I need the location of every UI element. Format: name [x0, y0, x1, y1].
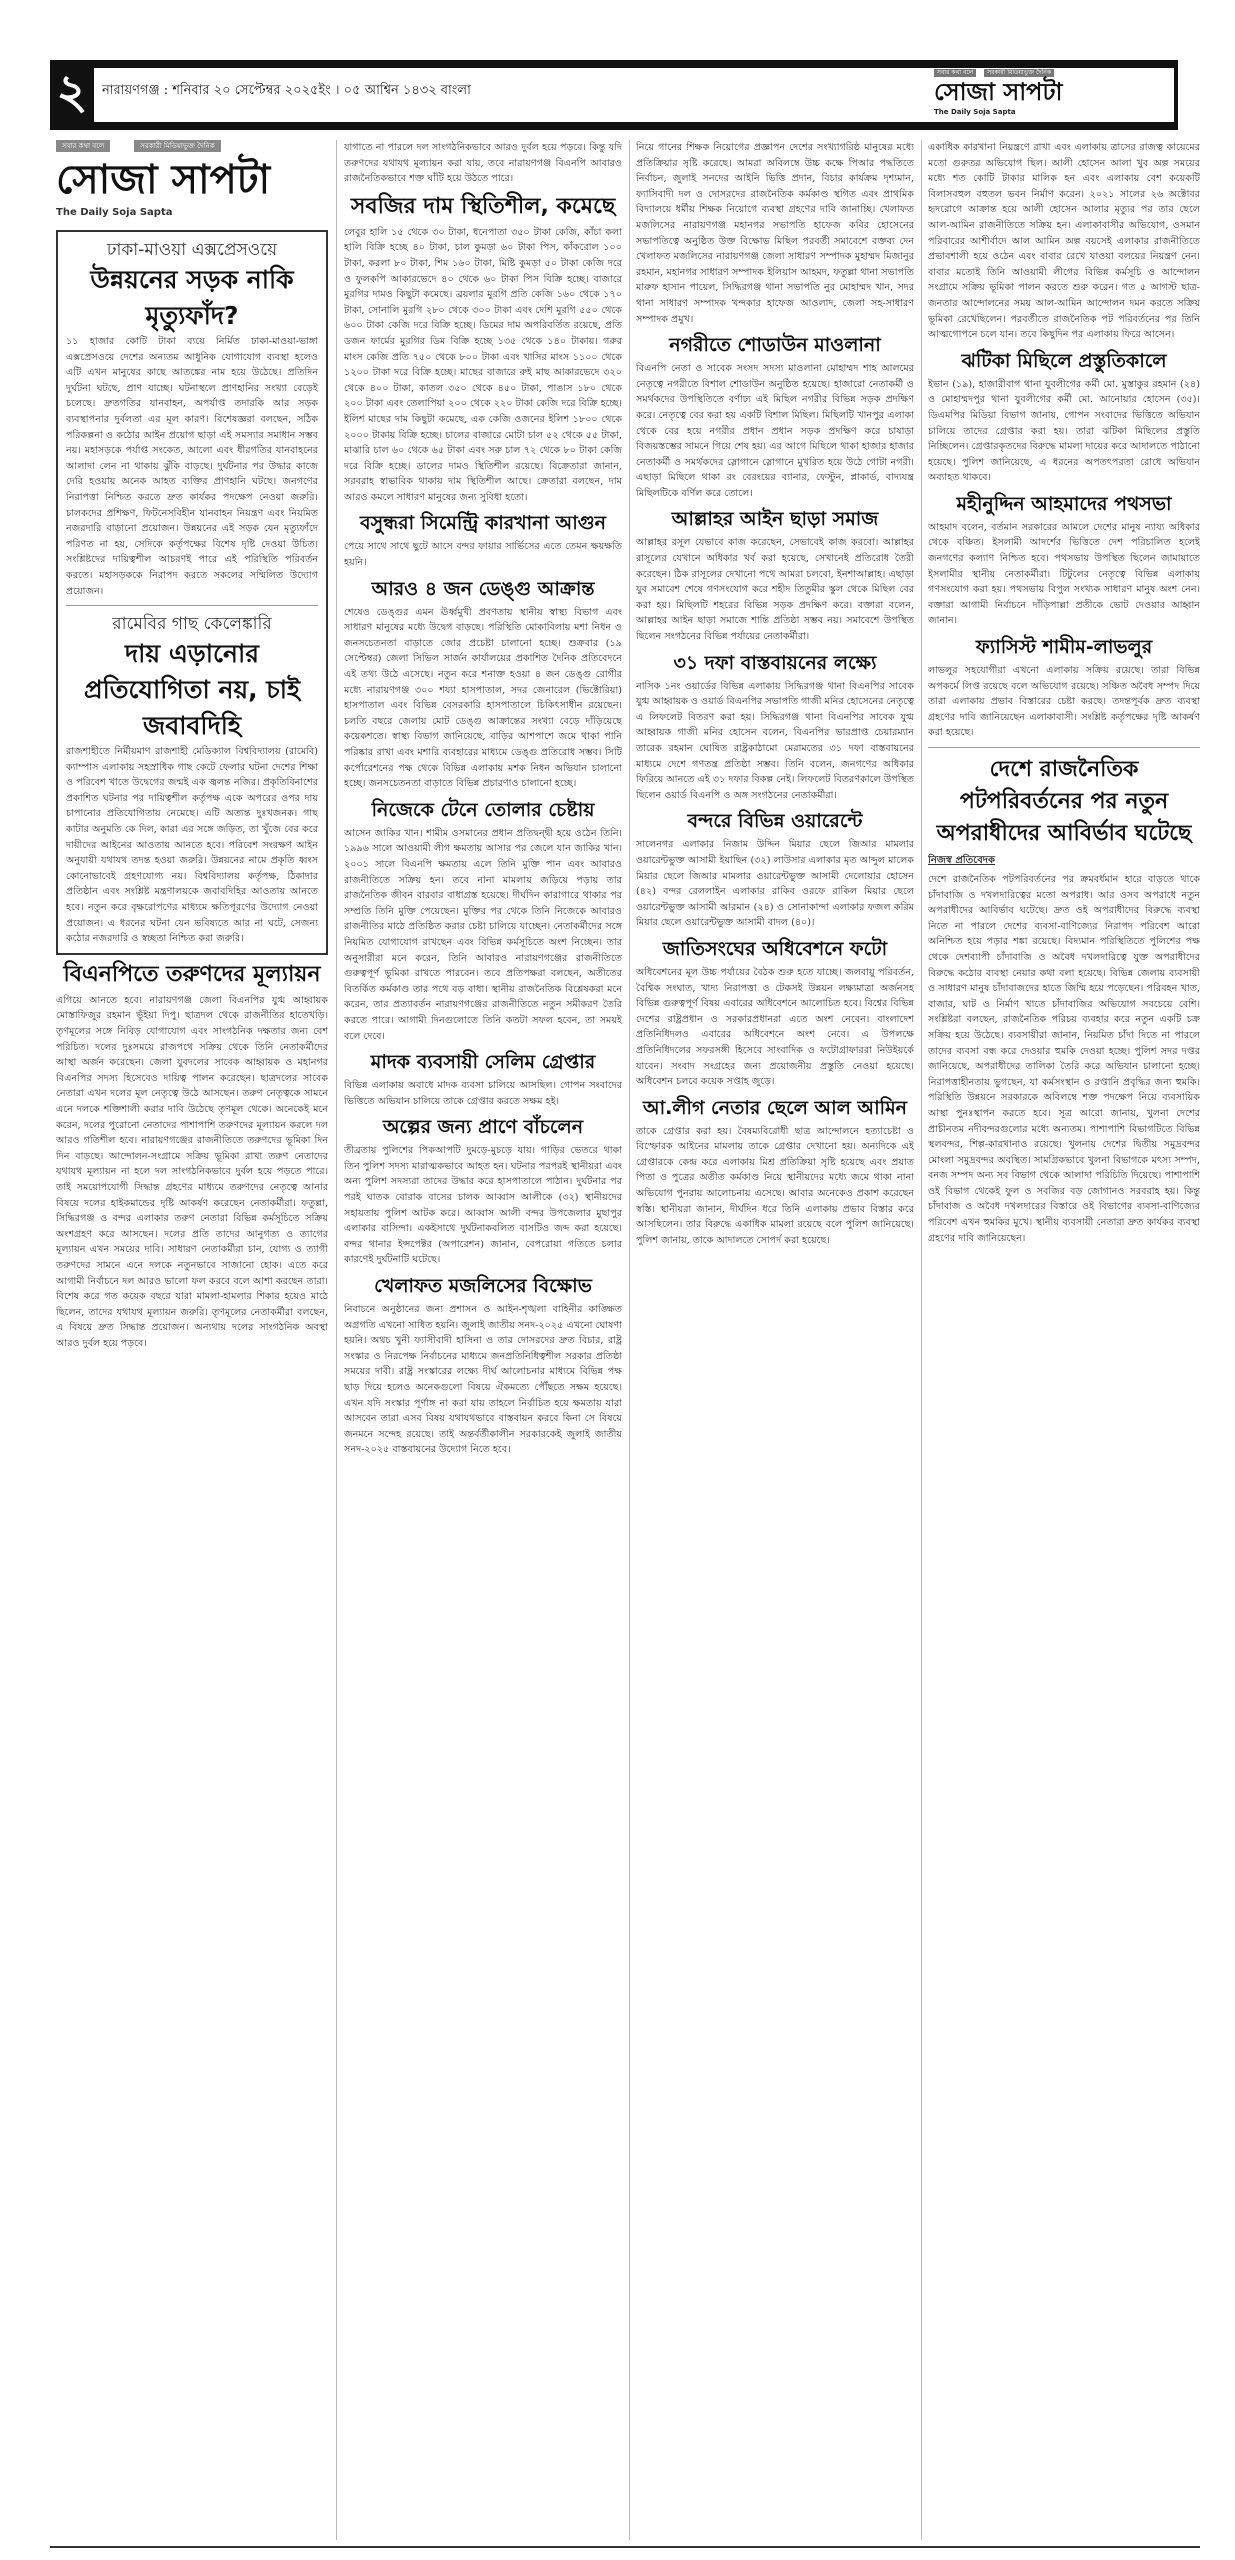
story-body: তীব্রতায় পুলিশের পিকআপটি দুমড়ে-মুচড়ে যায়। গাড়ির ভেতরে থাকা তিন পুলিশ সদস্য মারাত্মকভাবে আহত হন। ঘটনার পরপরই স্থানীয়রা এবং অন্য পুলিশ সদস্যরা তাদের উদ্ধার করে হাসপাতালে পাঠান। দুর্ঘটনার পর পরই ঘাতক বোরাক বাসের চালক আব্বাস আলীকে (৩২) স্থানীয়দের সহায়তায় পুলিশ আটক করে। আব্বাস আলী বন্দর উপজেলার মুছাপুর এলাকার বাসিন্দা। একইসাথে দুর্ঘটনাকবলিত বাসটিও জব্দ করা হয়েছে। বন্দর থানার ইন্সপেক্টর (অপারেশন) জানান, বেপরোয়া গতিতে চলার কারণেই দুর্ঘটনাটি ঘটেছে। — [344, 1145, 622, 1266]
story-headline[interactable]: মাদক ব্যবসায়ী সেলিম গ্রেপ্তার — [370, 1051, 596, 1074]
logo-english: The Daily Soja Sapta — [56, 207, 173, 218]
editorial-box — [56, 230, 328, 955]
story-headline[interactable]: আল্লাহর আইন ছাড়া সমাজ — [671, 508, 879, 531]
dateline: নারায়ণগঞ্জ : শনিবার ২০ সেপ্টেম্বর ২০২৫ইং । ০৫ আশ্বিন ১৪৩২ বাংলা — [102, 83, 471, 98]
column-divider — [629, 140, 630, 2540]
story-headline[interactable]: ঝটিকা মিছিলে প্রস্তুতিকালে — [961, 349, 1167, 372]
story-continuation: নিয়ে গানের শিক্ষক নিয়োগের প্রজ্ঞাপন দেশের সংখ্যাগরিষ্ঠ মানুষের মধ্যে প্রতিক্রিয়ার সৃষ্টি করেছে। আমরা অবিলম্বে উচ্চ কক্ষে পিআর পদ্ধতিতে নির্বাচন, জুলাই সনদের আইনি ভিত্তি প্রদান, বিচার কার্যক্রম দৃশ্যমান, ফ্যাসিবাদী দল ও দোসরদের রাজনৈতিক কর্মকাণ্ড স্থগিত এবং প্রাথমিক বিদ্যালয়ে ধর্মীয় শিক্ষক নিয়োগে ব্যবস্থা গ্রহণের দাবি জানাচ্ছি। খেলাফত মজলিসের নারায়ণগঞ্জ মহানগর সভাপতি হাফেজ কবির হোসেনের সভাপতিত্বে অনুষ্ঠিত উক্ত বিক্ষোভ মিছিল পরবর্তী সমাবেশে বক্তব্য দেন খেলাফত মজলিসের নারায়ণগঞ্জ জেলা সাধারণ সম্পাদক মুহাম্মদ মিজানুর রহমান, মহানগর সাধারণ সম্পাদক ইলিয়াস আহমদ, ফতুল্লা থানা সভাপতি মারুফ হাসান পায়েল, সিদ্ধিরগঞ্জ থানা সভাপতি নুর মোহাম্মদ খান, সদর থানা সাধারণ সম্পাদক খন্দকার হাফেজ আওলাদ, জেলা সহ-সাধারণ সম্পাদক প্রমুখ। — [636, 142, 914, 325]
page-number: ২ — [56, 63, 88, 120]
logo-name: সোজা সাপটা — [56, 156, 271, 203]
story-headline[interactable]: বিএনপিতে তরুণদের মূল্যায়ন — [63, 961, 321, 987]
logo-tag-left: সবার কথা বলে — [934, 69, 976, 77]
story-body: লেবুর হালি ১৫ থেকে ৩০ টাকা, ধনেপাতা ৩৫০ টাকা কেজি, কাঁচা কলা হালি বিক্রি হচ্ছে ৪০ টাকা, চাল কুমড়া ৬০ টাকা পিস, কাঁকরোল ১০০ টাকা, করলা ৮০ টাকা, শিম ১৬০ টাকা, মিষ্টি কুমড়া ৫০ টাকা কেজি দরে ও ফুলকপি আকারভেদে ৪০ থেকে ৬০ টাকা পিস বিক্রি হচ্ছে। বাজারে মুরগির দামও কিছুটা কমেছে। ব্রয়লার মুরগি প্রতি কেজি ১৬০ থেকে ১৭০ টাকা, সোনালি মুরগি ২৮০ থেকে ৩০০ টাকা এবং দেশি মুরগি ৫৫০ থেকে ৬০০ টাকা কেজি দরে বিক্রি হচ্ছে। ডিমের দাম অপরিবর্তিত রয়েছে, প্রতি ডজন ফার্মের মুরগির ডিম বিক্রি হচ্ছে ১৩৫ থেকে ১৪০ টাকায়। গরুর মাংস কেজি প্রতি ৭৫০ থেকে ৮০০ টাকা এবং খাসির মাংস ১১০০ থেকে ১২০০ টাকা দরে বিক্রি হচ্ছে। মাছের বাজারে রুই মাছ আকারভেদে ৩২০ থেকে ৪০০ টাকা, কাতল ৩৫০ থেকে ৪৫০ টাকা, পাঙাস ১৮০ থেকে ২০০ টাকা এবং তেলাপিয়া ২০০ থেকে ২২০ টাকা কেজি দরে বিক্রি হচ্ছে। ইলিশ মাছের দাম কিছুটা কমেছে, এক কেজি ওজনের ইলিশ ১৮০০ থেকে ২০০০ টাকায় বিক্রি হচ্ছে। চালের বাজারে মোটা চাল ৫২ থেকে ৫৫ টাকা, মাঝারি চাল ৬০ থেকে ৬৫ টাকা এবং সরু চাল ৭২ থেকে ৮০ টাকা কেজি দরে বিক্রি হচ্ছে। ডালের দামও স্থিতিশীল রয়েছে। বিক্রেতারা জানান, সরবরাহ স্বাভাবিক থাকায় দাম স্থিতিশীল আছে। ক্রেতারা বলছেন, দাম আরও কমলে সাধারণ মানুষের জন্য সুবিধা হতো। — [344, 226, 622, 503]
divider — [928, 747, 1200, 748]
story-headline[interactable]: নগরীতে শোডাউন মাওলানা — [669, 334, 881, 357]
story-body: পেয়ে সাথে সাথে ছুটে আসে বন্দর ফায়ার সার্ভিসের এতে তেমন ক্ষয়ক্ষতি হয়নি। — [344, 541, 622, 569]
story-body: বিভিন্ন এলাকায় অবাধে মাদক ব্যবসা চালিয়ে আসছিল। গোপন সংবাদের ভিত্তিতে অভিযান চালিয়ে তাকে গ্রেপ্তার করতে সক্ষম হই। — [344, 1080, 622, 1107]
story-body: নাসিক ১নং ওয়ার্ডের বিভিন্ন এলাকায় সিদ্ধিরগঞ্জ থানা বিএনপির সাবেক যুগ্ম আহ্বায়ক ও ওয়ার্ড বিএনপির সভাপতি গাজী মনির হোসেনের নেতৃত্বে এ লিফলেট বিতরণ করা হয়। সিদ্ধিরগঞ্জ থানা বিএনপির সাবেক যুগ্ম আহ্বায়ক গাজী মনির হোসেন বলেন, বিএনপির ভারপ্রাপ্ত চেয়ারম্যান তারেক রহমান ঘোষিত রাষ্ট্রকাঠামো মেরামতের ৩১ দফা বাস্তবায়নের মাধ্যমে দেশে গণতন্ত্র প্রতিষ্ঠা সম্ভব। তিনি বলেন, জনগণের অধিকার ফিরিয়ে আনতে এই ৩১ দফার বিকল্প নেই। লিফলেট বিতরণকালে উপস্থিত ছিলেন ওয়ার্ড বিএনপি ও অঙ্গ সংগঠনের নেতাকর্মীরা। — [636, 680, 914, 801]
column-2 — [344, 140, 622, 2540]
story-body: বিএনপি নেতা ও সাবেক সংসদ সদস্য মাওলানা মোহাম্মদ শাহ আলমের নেতৃত্বে নগরীতে বিশাল শোডাউন অনুষ্ঠিত হয়েছে। হাজারো নেতাকর্মী ও সমর্থকদের উপস্থিতিতে বর্ণাঢ্য এই মিছিল নগরীর বিভিন্ন সড়ক প্রদক্ষিণ করে। নেতৃত্বে বের করা হয় একটি বিশাল মিছিল। মিছিলটি খানপুর এলাকা থেকে বের হয়ে নগরীর প্রধান প্রধান সড়ক প্রদক্ষিণ করে চাষাড়া বিজয়স্তম্ভের সামনে গিয়ে শেষ হয়। এর আগে মিছিলে থাকা হাজার হাজার নেতাকর্মী ও সমর্থকদের স্লোগানে স্লোগানে মুখরিত হয়ে উঠে গোটা নগরী। এছাড়া মিছিলে থাকা রং বেরংয়ের ব্যানার, ফেস্টুন, প্লাকার্ড, বাদ্যযন্ত্র মিছিলটিকে বর্ণিল করে তোলে। — [636, 363, 914, 499]
story-body: আসেন জাকির খান। শামীম ওসমানের প্রধান প্রতিদ্বন্দ্বী হয়ে ওঠেন তিনি। ১৯৯৬ সালে আওয়ামী লীগ ক্ষমতায় আসার পর জেলে যান জাকির খান। ২০০১ সালে বিএনপি ক্ষমতায় এলে তিনি মুক্তি পান এবং আবারও রাজনীতিতে সক্রিয় হন। তবে নানা মামলায় জড়িয়ে পড়ায় তার রাজনৈতিক জীবন বারবার বাধাগ্রস্ত হয়েছে। দীর্ঘদিন কারাগারে থাকার পর সম্প্রতি তিনি মুক্তি পেয়েছেন। মুক্তির পর থেকে তিনি নিজেকে আবারও রাজনীতির মাঠে প্রতিষ্ঠিত করার চেষ্টা চালিয়ে যাচ্ছেন। নেতাকর্মীদের সঙ্গে নিয়মিত যোগাযোগ রাখছেন এবং বিভিন্ন কর্মসূচিতে অংশ নিচ্ছেন। তার অনুসারীরা মনে করেন, তিনি আবারও নারায়ণগঞ্জের রাজনীতিতে গুরুত্বপূর্ণ ভূমিকা রাখতে পারবেন। তবে প্রতিপক্ষরা বলছেন, অতীতের বিতর্কিত কর্মকাণ্ড তার পথে বড় বাধা। স্থানীয় রাজনৈতিক বিশ্লেষকরা মনে করেন, তার প্রত্যাবর্তন নারায়ণগঞ্জের রাজনীতিতে নতুন সমীকরণ তৈরি করতে পারে। আগামী দিনগুলোতে তিনি কতটা সফল হবেন, তা সময়ই বলে দেবে। — [344, 827, 622, 1042]
story-headline[interactable]: দেশে রাজনৈতিক পটপরিবর্তনের পর নতুন অপরাধীদের আবির্ভাব ঘটেছে — [936, 757, 1192, 846]
column-divider — [336, 140, 337, 2540]
story-body: লাভলুর সহযোগীরা এখনো এলাকায় সক্রিয় রয়েছে। তারা বিভিন্ন অপকর্মে লিপ্ত রয়েছে বলে অভিযোগ রয়েছে। সঞ্চিত অবৈধ সম্পদ দিয়ে তারা এলাকায় প্রভাব বিস্তারের চেষ্টা করছে। তদন্তপূর্বক দ্রুত ব্যবস্থা গ্রহণের দাবি জানিয়েছেন এলাকাবাসী। সংশ্লিষ্ট কর্তৃপক্ষের দৃষ্টি আকর্ষণ করা হয়েছে। — [928, 665, 1200, 739]
story-headline[interactable]: আরও ৪ জন ডেঙ্গু আক্রান্ত — [371, 577, 595, 600]
logo-english: The Daily Soja Sapta — [934, 108, 1016, 116]
story-headline[interactable]: বসুন্ধরা সিমেন্ট্রি কারখানা আগুন — [360, 512, 606, 535]
divider — [66, 605, 318, 606]
story-body: আল্লাহর রসূল যেভাবে কাজ করেছেন, সেভাবেই কাজ করবো। আল্লাহর রাসূলের যেখানে অধিকার খর্ব করা হয়েছে, সেখানেই প্রতিরোধ তৈরী করেছেন। ঠিক রাসূলের দেখানো পথে আমরা চলবো, ইনশাআল্লাহ। এছাড়া যুব সমাবেশ শেষে গণসংযোগ করে শহীদ তিতুমীর স্কুল থেকে মিছিল বের করা হয়। মিছিলটি শহরের বিভিন্ন সড়ক প্রদক্ষিণ করে। বক্তারা বলেন, আল্লাহর আইন ছাড়া সমাজে শান্তি প্রতিষ্ঠা সম্ভব নয়। সমাবেশে উপস্থিত ছিলেন সংগঠনের বিভিন্ন পর্যায়ের নেতাকর্মীরা। — [636, 537, 914, 643]
story-body: সালেনগর এলাকার নিজাম উদ্দিন মিয়ার ছেলে জিআর মামলার ওয়ারেন্টভুক্ত আসামী ইয়াছিন (৩২) লাউসার এলাকার মৃত আব্দুল মালেক মিয়ার ছেলে জিআর মামলার ওয়ারেন্টভুক্ত আসামী দেলোয়ার হোসেন (৪২) বন্দর রেললাইন এলাকার রাকিব ওরফে রাকিল মিয়ার ছেলে ওয়ারেন্টভুক্ত আসামী আরমান (২৪) ও সোনাকান্দা এলাকার ফজল করিম মিয়ার ছেলে ওয়ারেন্টভুক্ত আসামী বাদল (৪০)। — [636, 839, 914, 929]
story-body: রাজশাহীতে নির্মীয়মাণ রাজশাহী মেডিক্যাল বিশ্ববিদ্যালয় (রামেবি) ক্যাম্পাস এলাকায় সহস্রাধিক গাছ কেটে ফেলার ঘটনা দেশের শিক্ষা ও পরিবেশ খাতে উদ্বেগের জন্মই এক জ্বলন্ত নজির। প্রকৃতিবিনাশের প্রকাশিত ঘটনার পর দায়িত্বশীল কর্তৃপক্ষ একে অপরের ওপর দায় চাপানোর প্রতিযোগিতায় নেমেছে। এটি অত্যন্ত দুঃখজনক। গাছ কাটার অনুমতি কে দিল, কারা এর সঙ্গে জড়িত, তা খুঁজে বের করে দায়ীদের আইনের আওতায় আনতে হবে। পরিবেশ সংরক্ষণ আইন অনুযায়ী যথাযথ তদন্ত হওয়া জরুরি। উন্নয়নের নামে প্রকৃতি ধ্বংস কোনোভাবেই গ্রহণযোগ্য নয়। বিশ্ববিদ্যালয় কর্তৃপক্ষ, ঠিকাদার প্রতিষ্ঠান এবং সংশ্লিষ্ট মন্ত্রণালয়কে জবাবদিহির আওতায় আনতে হবে। নতুন করে বৃক্ষরোপণের মাধ্যমে ক্ষতিপূরণের উদ্যোগ নেওয়া প্রয়োজন। এ ধরনের ঘটনা যেন ভবিষ্যতে আর না ঘটে, সেজন্য কঠোর নজরদারি ও স্বচ্ছতা নিশ্চিত করা জরুরি। — [66, 746, 318, 945]
page-bottom-rule — [50, 2546, 1200, 2548]
column-1 — [56, 140, 328, 2540]
story-headline[interactable]: ৩১ দফা বাস্তবায়নের লক্ষ্যে — [673, 651, 877, 674]
masthead-logo — [934, 69, 1164, 121]
story-body: নিবাচনে অনুষ্ঠানের জন্য প্রশাসন ও আইন-শৃঙ্খলা বাহিনীর কাঙ্ক্ষিত অগ্রগতি এখনো সাধিত হয়নি। জুলাই জাতীয় সনদ-২০২৫ এখনো ঘোষণা হয়নি। অথচ খুনী ফ্যাসীবাদী হাসিনা ও তার দোসরদের দ্রুত বিচার, রাষ্ট্র সংস্কার ও নিরপেক্ষ নির্বাচনের মাধ্যমে জনপ্রতিনিধিত্বশীল সরকার প্রতিষ্ঠা সময়ের দাবী। রাষ্ট্র সংস্কারের লক্ষ্যে দীর্ঘ আলোচনার মাধ্যমে বিভিন্ন পক্ষ ছাড় দিয়ে হলেও অনেকগুলো বিষয়ে ঐকমত্যে পৌঁছতে সক্ষম হয়েছে। এখন যদি সংস্কার পূর্ণাঙ্গ না করা যায় তাহলে নির্বাচিত হয়ে ক্ষমতায় যারা আসবেন তারা এসব বিষয় যথাযথভাবে বাস্তবায়ন করবে কিনা সে বিষয়ে জনমনে সন্দেহ রয়েছে। তাই অন্তর্বর্তীকালীন সরকারকেই জুলাই জাতীয় সনদ-২০২৫ বাস্তবায়নের উদ্যোগ নিতে হবে। — [344, 1304, 622, 1456]
story-body: ১১ হাজার কোটি টাকা ব্যয়ে নির্মিত ঢাকা-মাওয়া-ভাঙ্গা এক্সপ্রেসওয়ে দেশের অন্যতম আধুনিক যোগাযোগ ব্যবস্থা হলেও এটি এখন মানুষের কাছে আতঙ্কের নাম হয়ে উঠেছে। প্রতিদিন দুর্ঘটনা ঘটছে, প্রাণ যাচ্ছে। ঘটনাস্থলে প্রাণহানির সংখ্যা বেড়েই চলেছে। দ্রুতগতির যানবাহন, অপর্যাপ্ত তদারকি আর সড়ক ব্যবস্থাপনার দুর্বলতা এর মূল কারণ। বিশেষজ্ঞরা বলছেন, সঠিক পরিকল্পনা ও কঠোর আইন প্রয়োগ ছাড়া এই সমস্যার সমাধান সম্ভব নয়। মহাসড়কে পর্যাপ্ত সংকেত, আলো এবং ধীরগতির যানবাহনের আলাদা লেন না থাকায় ঝুঁকি বাড়ছে। দুর্ঘটনার পর উদ্ধার কাজে দেরি হওয়ায় অনেক আহত ব্যক্তির প্রাণহানি ঘটছে। জনগণের নিরাপত্তা নিশ্চিত করতে দ্রুত কার্যকর পদক্ষেপ নেওয়া জরুরি। চালকদের প্রশিক্ষণ, ফিটনেসবিহীন যানবাহন নিয়ন্ত্রণ এবং নিয়মিত নজরদারি বাড়ানো প্রয়োজন। উন্নয়নের এই সড়ক যেন মৃত্যুফাঁদে পরিণত না হয়, সেদিকে কর্তৃপক্ষের বিশেষ দৃষ্টি দেওয়া উচিত। সংশ্লিষ্টদের দায়িত্বশীল আচরণই পারে এই পরিস্থিতি পরিবর্তন করতে। মহাসড়ককে নিরাপদ করতে সকলের সম্মিলিত উদ্যোগ প্রয়োজন। — [66, 336, 318, 597]
story-continuation: একাধিক কারখানা নিয়ন্ত্রণে রাখা এবং এলাকায় ত্রাসের রাজত্ব কায়েমের মতো গুরুতর অভিযোগ ছিল। আলী হোসেন আলা খুব অল্প সময়ের মধ্যে শত কোটি টাকার মালিক হন এবং এলাকায় বেশ কয়েকটি বিলাসবহুল বহুতল ভবন নির্মাণ করেন। ২০২১ সালের ২৬ অক্টোবর হৃদরোগে আক্রান্ত হয়ে আলী হোসেন আলার মৃত্যুর পর তার ছেলে আল-আমিন রাজনীতিতে সক্রিয় হন। এলাকাবাসীর অভিযোগ, ওসমান পরিবারের আশীর্বাদে আল আমিন অল্প বয়সেই এলাকার রাজনীতিতে প্রভাবশালী হয়ে ওঠেন এবং বাবার রেখে যাওয়া বলয়ের নিয়ন্ত্রণ নেন। বাবার মতোই তিনি আওয়ামী লীগের বিভিন্ন কর্মসূচি ও আন্দোলন সংগ্রামে সক্রিয় ভূমিকা পালন করতে শুরু করেন। গত ৫ আগস্ট ছাত্র-জনতার আন্দোলনের সময় আল-আমিন আন্দোলন দমন করতে সক্রিয় ভূমিকা রেখেছিলেন। পরবর্তীতে রাজনৈতিক পট পরিবর্তনের পর তিনি আত্মগোপনে চলে যান। তবে কিছুদিন পর এলাকায় ফিরে আসেন। — [928, 142, 1200, 341]
logo-name: সোজা সাপটা — [934, 77, 1063, 106]
story-headline[interactable]: মহীনুদ্দিন আহমাদের পথসভা — [956, 492, 1172, 515]
story-headline[interactable]: উন্নয়নের সড়ক নাকি মৃত্যুফাঁদ? — [90, 265, 294, 330]
story-headline[interactable]: অল্পের জন্য প্রাণে বাঁচলেন — [382, 1116, 584, 1139]
column-divider — [921, 140, 922, 2540]
logo-tag-right: সরকারী মিডিয়াভুক্ত দৈনিক — [984, 69, 1054, 77]
page-masthead — [50, 60, 1178, 130]
story-continuation: যাগাতে না পারলে দল সাংগঠনিকভাবে আরও দুর্বল হয়ে পড়বে। কিন্তু যদি তরুণদের যথাযথ মূল্যায়ন করা যায়, তবে নারায়ণগঞ্জ বিএনপি আবারও রাজনৈতিকভাবে শক্ত ঘাঁটি হয়ে উঠতে পারে। — [344, 142, 622, 185]
story-headline[interactable]: দায় এড়ানোর প্রতিযোগিতা নয়, চাই জবাবদিহি — [83, 639, 301, 741]
column-4 — [928, 140, 1200, 2540]
story-body: এগিয়ে আনতে হবে। নারায়ণগঞ্জ জেলা বিএনপির যুগ্ম আহ্বায়ক মোস্তাফিজুর রহমান ভূঁইয়া দিপু। ছাত্রদল থেকে রাজনীতির হাতেখড়ি। তৃণমূলের সঙ্গে নিবিড় যোগাযোগ এবং সাংগঠনিক দক্ষতার জন্য বেশ পরিচিত। দলের দুঃসময়ে রাজপথে সক্রিয় থেকে তিনি নেতাকর্মীদের আস্থা অর্জন করেছেন। জেলা যুবদলের সাবেক আহ্বায়ক ও মহানগর বিএনপির সদস্য হিসেবেও দায়িত্ব পালন করেছেন। ছাত্রদলের সাবেক নেতারা এখন দলের মূল নেতৃত্বে উঠে আসছেন। তরুণ নেতৃত্বকে সামনে এনে দলকে শক্তিশালী করার দাবি উঠেছে তৃণমূল থেকে। অনেকেই মনে করেন, দলের পুরোনো নেতাদের পাশাপাশি তরুণদের মূল্যায়ন করলে দল আরও গতিশীল হবে। নারায়ণগঞ্জের রাজনীতিতে তরুণদের ভূমিকা দিন দিন বাড়ছে। আন্দোলন-সংগ্রামে সক্রিয় ভূমিকা রাখা তরুণ নেতাদের যথাযথ মূল্যায়ন না হলে দল সাংগঠনিকভাবে দুর্বল হয়ে পড়তে পারে। তাই সময়োপযোগী সিদ্ধান্ত গ্রহণের মাধ্যমে তরুণদের নেতৃত্বে আনার বিষয়ে দলের হাইকমান্ডের দৃষ্টি আকর্ষণ করেছেন নেতাকর্মীরা। ফতুল্লা, সিদ্ধিরগঞ্জ ও বন্দর এলাকার তরুণ নেতারা বিভিন্ন কর্মসূচিতে সক্রিয় অংশগ্রহণ করে আসছেন। দলের প্রতি তাদের আনুগত্য ও ত্যাগের মূল্যায়ন এখন সময়ের দাবি। সাধারণ নেতাকর্মীরা চান, যোগ্য ও ত্যাগী তরুণদের সামনে এনে দলকে নতুনভাবে সাজানো হোক। এতে করে আগামী নির্বাচনে দল আরও ভালো ফল করবে বলে আশা করছেন তারা। বিশেষ করে গত কয়েক বছরে যারা মামলা-হামলার শিকার হয়েও মাঠে ছিলেন, তাদের যথাযথ মূল্যায়ন জরুরি। তৃণমূলের নেতাকর্মীরা বলছেন, এ বিষয়ে দ্রুত সিদ্ধান্ত প্রয়োজন। অন্যথায় দলের সাংগঠনিক অবস্থা আরও দুর্বল হয়ে পড়বে। — [56, 994, 328, 1349]
story-headline[interactable]: আ.লীগ নেতার ছেলে আল আমিন — [643, 1096, 907, 1119]
story-kicker: রামেবির গাছ কেলেঙ্কারি — [112, 614, 272, 635]
masthead-inner — [94, 68, 1174, 122]
story-headline[interactable]: নিজেকে টেনে তোলার চেষ্টায় — [371, 798, 595, 821]
story-headline[interactable]: বন্দরে বিভিন্ন ওয়ারেন্টে — [687, 810, 863, 833]
story-body: আহমাদ বলেন, বর্তমান সরকারের আমলে দেশের মানুষ ন্যায্য অধিকার থেকে বঞ্চিত। ইসলামী আদর্শের ভিত্তিতে দেশ পরিচালিত হলেই জনগণের কল্যাণ নিশ্চিত হবে। পথসভায় উপস্থিত ছিলেন জামায়াতে ইসলামীর স্থানীয় নেতাকর্মীরা। টিটুলের নেতৃত্বে বিভিন্ন এলাকায় গণসংযোগ করা হয়। পথসভায় বিপুল সংখ্যক সাধারণ মানুষ অংশ নেন। বক্তারা আগামী নির্বাচনে দাঁড়িপাল্লা প্রতীকে ভোট দেওয়ার আহ্বান জানান। — [928, 521, 1200, 627]
story-headline[interactable]: ফ্যাসিস্ট শামীম-লাভলুর — [975, 636, 1153, 659]
newspaper-logo — [56, 140, 328, 220]
story-body: অধিবেশনের মূল উচ্চ পর্যায়ের বৈঠক শুরু হতে যাচ্ছে। জলবায়ু পরিবর্তন, বৈশ্বিক সংঘাত, খাদ্য নিরাপত্তা ও টেকসই উন্নয়ন লক্ষ্যমাত্রা অর্জনসহ বিভিন্ন গুরুত্বপূর্ণ বিষয় এবারের অধিবেশনে আলোচিত হবে। বিশ্বের বিভিন্ন দেশের রাষ্ট্রপ্রধান ও সরকারপ্রধানরা এতে অংশ নেবেন। বাংলাদেশ প্রতিনিধিদলও এবারের অধিবেশনে অংশ নেবে। এ উপলক্ষে প্রতিনিধিদলের সফরসঙ্গী হিসেবে সাংবাদিক ও ফটোগ্রাফাররা নিউইয়র্কে যাবেন। সংবাদ সংগ্রহের জন্য প্রয়োজনীয় প্রস্তুতি নেওয়া হয়েছে। অধিবেশন চলবে কয়েক সপ্তাহ জুড়ে। — [636, 966, 914, 1088]
logo-tag-left: সবার কথা বলে — [56, 140, 110, 152]
story-body: দেশে রাজনৈতিক পটপরিবর্তনের পর ক্রমবর্ধমান হারে বাড়তে থাকে চাঁদাবাজি ও দখলদারিত্বের মতো অপরাধ। আর ওসব অপরাধে নতুন অপরাধীদের আবির্ভাব ঘটেছে। দ্রুত ওই অপরাধীদের বিরুদ্ধে ব্যবস্থা নিতে না পারলে দেশের ব্যবসা-বাণিজ্যের নিরাপদ পরিবেশ আরো অনিশ্চিত হয়ে পড়ার শঙ্কা রয়েছে। বিদ্যমান পরিস্থিতিতে পুলিশের পক্ষ থেকে দেশব্যাপী চাঁদাবাজি ও অবৈধ দখলদারিত্বে যুক্ত অপরাধীদের বিরুদ্ধে কঠোর ব্যবস্থা নেয়ার কথা বলা হয়েছে। বিভিন্ন জেলায় ব্যবসায়ী ও সাধারণ মানুষ চাঁদাবাজদের হাতে জিম্মি হয়ে পড়েছেন। পরিবহন খাত, বাজার, ঘাট ও নির্মাণ খাতে চাঁদাবাজির অভিযোগ সবচেয়ে বেশি। সংশ্লিষ্টরা বলছেন, রাজনৈতিক পরিচয় ব্যবহার করে নতুন একটি চক্র সক্রিয় হয়ে উঠেছে। ব্যবসায়ীরা জানান, নিয়মিত চাঁদা দিতে না পারলে তাদের ব্যবসা বন্ধ করে দেওয়ার হুমকি দেওয়া হচ্ছে। পুলিশ সদর দপ্তর জানিয়েছে, অপরাধীদের তালিকা তৈরি করে অভিযান চালানো হচ্ছে। নিরাপত্তাহীনতায় ভুগছেন, যা কর্মসংস্থান ও রপ্তানি প্রবৃদ্ধির জন্য হুমকি। পরিস্থিতি উন্নয়নে সরকারকে অবিলম্বে শক্ত পদক্ষেপ নিয়ে ব্যবসায়িক আস্থা পুনঃস্থাপন করতে হবে। সূত্র আরো জানায়, খুলনা দেশের প্রাচীনতম নদীবন্দরগুলোর মধ্যে অন্যতম। পাশাপাশি বিভাগটিতে বিভিন্ন স্থলবন্দর, শিল্প-কারখানাও রয়েছে। খুলনায় দেশের দ্বিতীয় সমুদ্রবন্দর মোংলা সমুদ্রবন্দর অবস্থিত। সামগ্রিকভাবে খুলনা বিভাগকে মৎস্য সম্পদ, বনজ সম্পদ অন্য সব বিভাগ থেকে আলাদা পরিচিতি দিয়েছে। পাশাপাশি ওই বিভাগ থেকেই ফুল ও সবজির বড় জোগানও সরবরাহ হয়। কিন্তু চাঁদাবাজ ও অবৈধ দখলদারের বিস্তারে ওই বিভাগের ব্যবসা-বাণিজ্যের পরিবেশ এখন হুমকির মুখে। স্থানীয় ব্যবসায়ী নেতারা দ্রুত কার্যকর ব্যবস্থা গ্রহণের দাবি জানিয়েছেন। — [928, 874, 1200, 1244]
story-body: ইভান (১৯), হাজারীবাগ থানা যুবলীগের কর্মী মো. মুস্তাকুর রহমান (২৪) ও মোহাম্মদপুর থানা যুবলীগের কর্মী মো. আনোয়ার হোসেন (৩৫)। ডিএমপির মিডিয়া বিভাগ জানায়, গোপন সংবাদের ভিত্তিতে অভিযান চালিয়ে তাদের গ্রেপ্তার করা হয়। তারা ঝটিকা মিছিলের প্রস্তুতি নিচ্ছিলেন। গ্রেপ্তারকৃতদের বিরুদ্ধে মামলা দায়ের করে আদালতে পাঠানো হয়েছে। পুলিশ জানিয়েছে, এ ধরনের অপতৎপরতা রোধে অভিযান অব্যাহত থাকবে। — [928, 378, 1200, 484]
column-3 — [636, 140, 914, 2540]
story-body: শেষেও ডেঙ্গুর এমন ঊর্ধ্বমুখী প্রবণতায় স্থানীয় স্বাস্থ্য বিভাগ এবং সাধারণ মানুষের মধ্যে উদ্বেগ বাড়ছে। পরিস্থিতি মোকাবিলায় মশা নিধন ও জনসচেতনতা বাড়াতে জোর প্রচেষ্টা চালানো হচ্ছে। শুক্রবার (১৯ সেপ্টেম্বর) জেলা সিভিল সার্জন কার্যালয়ের প্রকাশিত দৈনিক প্রতিবেদনে এই তথ্য উঠে এসেছে। নতুন করে শনাক্ত হওয়া ৪ জন ডেঙ্গু রোগীর মধ্যে নারায়ণগঞ্জ ৩০০ শয্যা হাসপাতাল, সদর জেনারেল (ভিক্টোরিয়া) হাসপাতাল এবং বিভিন্ন বেসরকারি হাসপাতালে চিকিৎসাধীন রয়েছেন। চলতি বছরে জেলায় মোট ডেঙ্গু আক্রান্তের সংখ্যা বেড়ে দাঁড়িয়েছে কয়েকশতে। স্বাস্থ্য বিভাগ জানিয়েছে, বাড়ির আশপাশে জমে থাকা পানি পরিষ্কার রাখা এবং মশারি ব্যবহারের মাধ্যমে ডেঙ্গু প্রতিরোধ সম্ভব। সিটি কর্পোরেশনের পক্ষ থেকে বিভিন্ন এলাকায় মশক নিধন অভিযান চালানো হচ্ছে। জনসচেতনতা বাড়াতে বিভিন্ন প্রচারণাও চালানো হচ্ছে। — [344, 606, 622, 790]
story-body: তাকে গ্রেপ্তার করা হয়। বৈষম্যবিরোধী ছাত্র আন্দোলনে হত্যাচেষ্টা ও বিস্ফোরক আইনের মামলায় তাকে গ্রেপ্তার দেখানো হয়। অন্যদিকে এই গ্রেপ্তারকে কেন্দ্র করে এলাকায় মিশ্র প্রতিক্রিয়া সৃষ্টি হয়েছে এবং প্রয়াত পিতা ও পুত্রের অতীত কর্মকাণ্ড নিয়ে স্থানীয়দের মধ্যে জমে থাকা নানা অভিযোগ পুনরায় আলোচনায় এসেছে। আবার অনেকেও প্রকাশ করেছেন স্বস্তি। স্থানীয়রা জানান, দীর্ঘদিন ধরে তিনি এলাকায় প্রভাব বিস্তার করে আসছিলেন। তার বিরুদ্ধে একাধিক মামলা রয়েছে বলে পুলিশ জানিয়েছে। পুলিশ জানায়, তাকে আদালতে সোপর্দ করা হয়েছে। — [636, 1125, 914, 1246]
logo-tag-right: সরকারী মিডিয়াভুক্ত দৈনিক — [134, 140, 221, 152]
story-byline: নিজস্ব প্রতিবেদক — [928, 855, 996, 866]
story-headline[interactable]: জাতিসংঘের অধিবেশনে ফটো — [662, 937, 888, 960]
story-headline[interactable]: সবজির দাম স্থিতিশীল, কমেছে — [350, 193, 616, 219]
story-kicker: ঢাকা-মাওয়া এক্সপ্রেসওয়ে — [106, 240, 278, 260]
story-headline[interactable]: খেলাফত মজলিসের বিক্ষোভ — [374, 1275, 592, 1298]
